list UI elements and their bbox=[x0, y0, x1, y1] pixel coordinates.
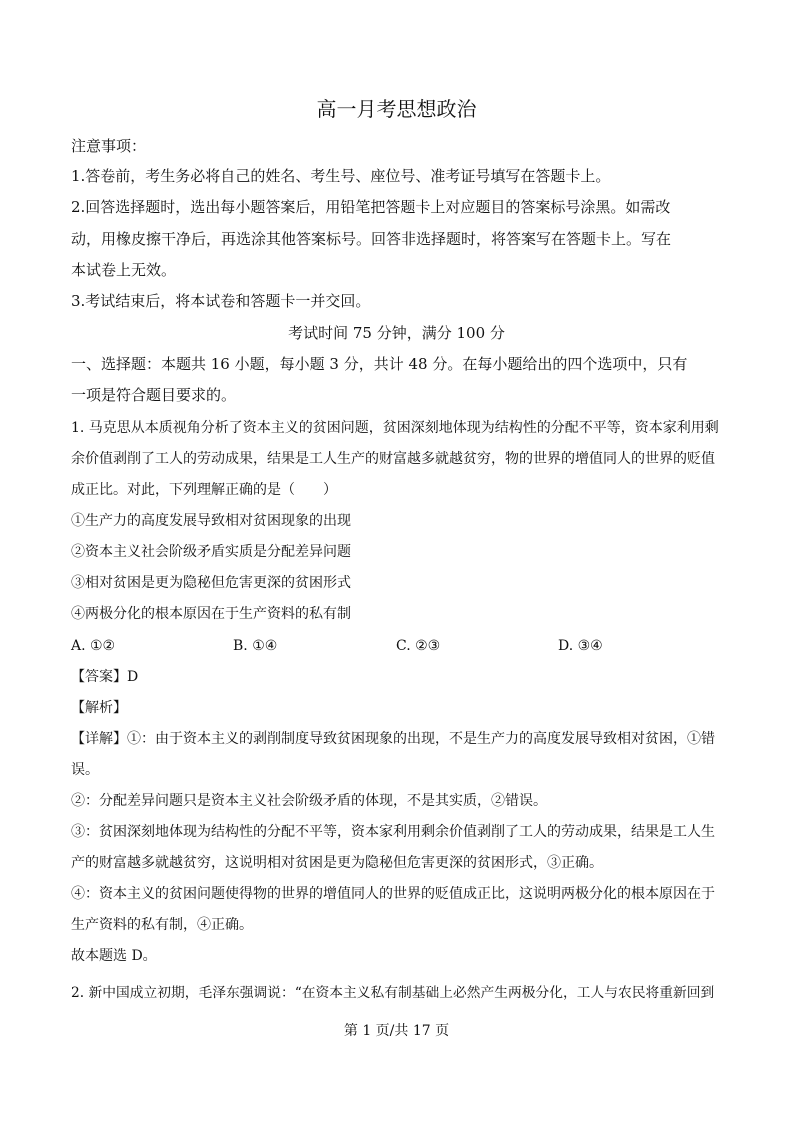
question-1-statement-1: ①生产力的高度发展导致相对贫困现象的出现 bbox=[71, 513, 351, 529]
conclusion: 故本题选 D。 bbox=[71, 948, 157, 964]
detail-4-line-1: ④：资本主义的贫困问题使得物的世界的增值同人的世界的贬值成正比，这说明两极分化的根本原因在于 bbox=[71, 886, 715, 902]
document-title: 高一月考思想政治 bbox=[316, 97, 477, 121]
notice-item-3: 3.考试结束后，将本试卷和答题卡一并交回。 bbox=[71, 292, 371, 310]
section-heading-line-2: 一项是符合题目要求的。 bbox=[71, 386, 237, 404]
detail-1-line-1: 【详解】①：由于资本主义的剥削制度导致贫困现象的出现，不是生产力的高度发展导致相对贫困，①错 bbox=[71, 731, 715, 747]
detail-2: ②：分配差异问题只是资本主义社会阶级矛盾的体现，不是其实质，②错误。 bbox=[71, 793, 547, 809]
notice-item-1: 1.答卷前，考生务必将自己的姓名、考生号、座位号、准考证号填写在答题卡上。 bbox=[71, 167, 611, 185]
question-2-line-1: 2. 新中国成立初期，毛泽东强调说：“在资本主义私有制基础上必然产生两极分化，工人与农民将重新回到 bbox=[71, 985, 715, 1001]
question-1-line-1: 1. 马克思从本质视角分析了资本主义的贫困问题，贫困深刻地体现为结构性的分配不平等，资本家利用剩 bbox=[71, 420, 719, 436]
page-footer: 第 1 页/共 17 页 bbox=[343, 1023, 450, 1039]
notice-item-2-line-2: 动，用橡皮擦干净后，再选涂其他答案标号。回答非选择题时，将答案写在答题卡上。写在 bbox=[71, 230, 672, 248]
question-1-line-3: 成正比。对此，下列理解正确的是（ ） bbox=[71, 482, 337, 498]
question-1-option-c: C. ②③ bbox=[396, 638, 441, 654]
question-1-line-2: 余价值剥削了工人的劳动成果，结果是工人生产的财富越多就越贫穷，物的世界的增值同人的世界的贬值 bbox=[71, 451, 715, 467]
section-heading-line-1: 一、选择题：本题共 16 小题，每小题 3 分，共计 48 分。在每小题给出的四个选项中，只有 bbox=[71, 355, 688, 373]
detail-3-line-1: ③：贫困深刻地体现为结构性的分配不平等，资本家利用剩余价值剥削了工人的劳动成果，结果是工人生 bbox=[71, 824, 715, 840]
question-1-statement-2: ②资本主义社会阶级矛盾实质是分配差异问题 bbox=[71, 544, 351, 560]
question-1-statement-3: ③相对贫困是更为隐秘但危害更深的贫困形式 bbox=[71, 575, 351, 591]
detail-4-line-2: 生产资料的私有制，④正确。 bbox=[71, 917, 253, 933]
question-1-statement-4: ④两极分化的根本原因在于生产资料的私有制 bbox=[71, 606, 351, 622]
question-1-option-b: B. ①④ bbox=[233, 638, 278, 654]
notice-item-2-line-1: 2.回答选择题时，选出每小题答案后，用铅笔把答题卡上对应题目的答案标号涂黑。如需改 bbox=[71, 198, 671, 216]
question-1-option-a: A. ①② bbox=[71, 638, 116, 654]
notice-item-2-line-3: 本试卷上无效。 bbox=[71, 261, 177, 279]
detail-3-line-2: 产的财富越多就越贫穷，这说明相对贫困是更为隐秘但危害更深的贫困形式，③正确。 bbox=[71, 855, 603, 871]
question-1-option-d: D. ③④ bbox=[558, 638, 603, 654]
answer-label: 【答案】D bbox=[71, 669, 139, 685]
exam-info: 考试时间 75 分钟，满分 100 分 bbox=[288, 324, 505, 342]
detail-1-line-2: 误。 bbox=[71, 762, 99, 778]
analysis-label: 【解析】 bbox=[71, 700, 127, 716]
notice-heading: 注意事项： bbox=[71, 137, 147, 155]
